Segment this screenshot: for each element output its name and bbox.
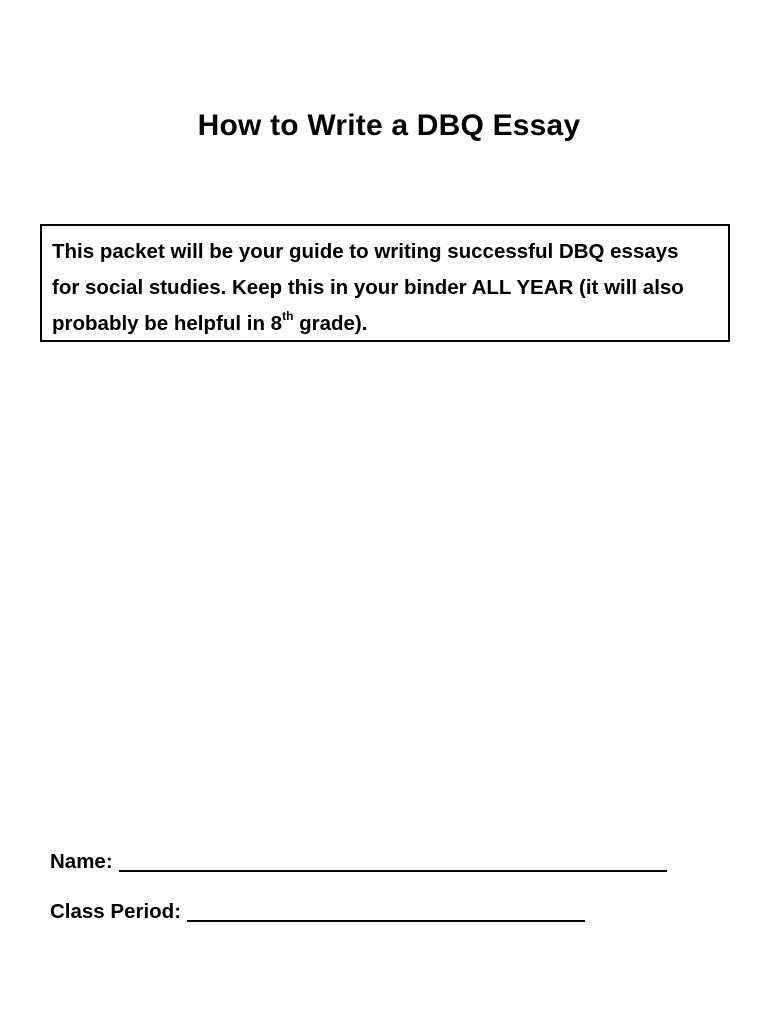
page-title: How to Write a DBQ Essay bbox=[197, 109, 581, 142]
ordinal-superscript: th bbox=[282, 309, 294, 323]
class-period-field bbox=[50, 898, 585, 926]
name-blank-line[interactable] bbox=[119, 850, 667, 872]
notice-line-2: for social studies. Keep this in your binder ALL YEAR (it will also bbox=[52, 276, 684, 299]
name-label: Name: bbox=[50, 850, 113, 873]
notice-line-3-text: probably be helpful in 8 bbox=[52, 312, 283, 335]
notice-box bbox=[40, 224, 730, 342]
notice-line-3 bbox=[52, 306, 718, 342]
notice-line-1: This packet will be your guide to writing successful DBQ essays bbox=[52, 240, 679, 263]
class-period-blank-line[interactable] bbox=[187, 900, 585, 922]
class-period-label: Class Period: bbox=[50, 900, 182, 923]
notice-line-3-end: grade). bbox=[293, 312, 368, 335]
name-field bbox=[50, 848, 667, 876]
